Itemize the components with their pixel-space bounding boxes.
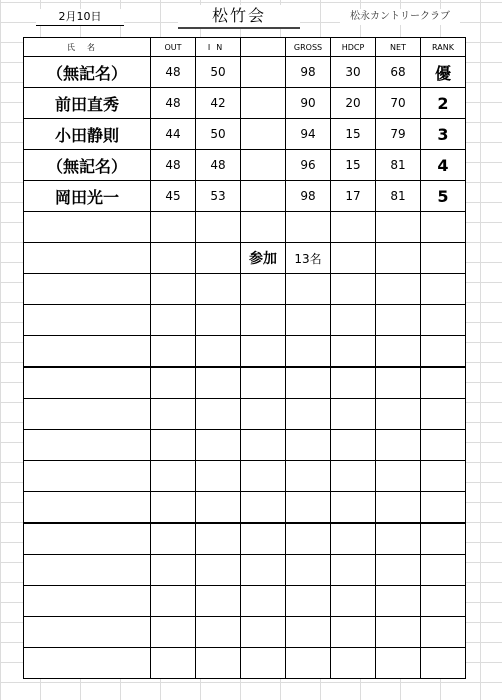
participation-row — [24, 243, 466, 274]
results-table — [23, 37, 466, 679]
empty-cell — [331, 617, 376, 648]
empty-cell — [286, 492, 331, 524]
empty-cell — [421, 617, 466, 648]
empty-cell — [151, 523, 196, 555]
empty-cell — [376, 555, 421, 586]
empty-cell — [376, 336, 421, 368]
empty-row — [24, 523, 466, 555]
empty-cell — [24, 617, 151, 648]
empty-cell — [196, 461, 241, 492]
hdcp-value: 20 — [331, 88, 376, 119]
empty-cell — [196, 399, 241, 430]
result-row — [24, 119, 466, 150]
empty-cell — [286, 617, 331, 648]
empty-cell — [331, 336, 376, 368]
empty-cell — [241, 617, 286, 648]
empty-row — [24, 212, 466, 243]
empty-cell — [331, 305, 376, 336]
empty-cell — [24, 336, 151, 368]
empty-cell — [241, 212, 286, 243]
result-row — [24, 181, 466, 212]
in-score: 50 — [196, 57, 241, 88]
empty-cell — [376, 492, 421, 524]
empty-cell — [421, 305, 466, 336]
empty-cell — [24, 305, 151, 336]
empty-cell — [286, 648, 331, 679]
empty-cell — [286, 586, 331, 617]
col-hdcp: HDCP — [331, 38, 376, 57]
participation-label: 参加 — [241, 243, 286, 274]
player-name: 小田静則 — [24, 119, 151, 150]
empty-cell — [241, 523, 286, 555]
empty-cell — [196, 274, 241, 305]
empty-cell — [376, 523, 421, 555]
in-score: 42 — [196, 88, 241, 119]
empty-row — [24, 586, 466, 617]
empty-cell — [24, 367, 151, 399]
net-score: 81 — [376, 150, 421, 181]
empty-row — [24, 336, 466, 368]
net-score: 81 — [376, 181, 421, 212]
empty-cell — [331, 492, 376, 524]
empty-cell — [421, 212, 466, 243]
empty-cell — [331, 274, 376, 305]
empty-cell — [241, 274, 286, 305]
empty-cell — [24, 430, 151, 461]
empty-cell — [286, 367, 331, 399]
hdcp-value: 15 — [331, 119, 376, 150]
in-score: 50 — [196, 119, 241, 150]
player-name: （無記名） — [24, 57, 151, 88]
col-gross: GROSS — [286, 38, 331, 57]
empty-cell — [196, 305, 241, 336]
empty-cell — [241, 648, 286, 679]
rank-value: 4 — [421, 150, 466, 181]
col-name: 氏名 — [24, 38, 151, 57]
empty-cell — [196, 367, 241, 399]
empty-cell — [24, 399, 151, 430]
empty-cell — [151, 461, 196, 492]
player-name: （無記名） — [24, 150, 151, 181]
blank-cell — [241, 119, 286, 150]
empty-cell — [241, 586, 286, 617]
empty-cell — [376, 305, 421, 336]
empty-cell — [421, 461, 466, 492]
empty-cell — [196, 243, 241, 274]
empty-cell — [421, 399, 466, 430]
out-score: 48 — [151, 88, 196, 119]
gross-score: 98 — [286, 181, 331, 212]
header-row — [24, 38, 466, 57]
empty-cell — [151, 586, 196, 617]
empty-cell — [151, 212, 196, 243]
gross-score: 94 — [286, 119, 331, 150]
blank-cell — [241, 88, 286, 119]
col-rank: RANK — [421, 38, 466, 57]
empty-cell — [24, 212, 151, 243]
empty-cell — [241, 399, 286, 430]
sheet-header — [0, 0, 502, 36]
empty-cell — [151, 336, 196, 368]
empty-cell — [331, 523, 376, 555]
empty-row — [24, 305, 466, 336]
empty-cell — [196, 336, 241, 368]
empty-cell — [24, 274, 151, 305]
empty-cell — [421, 274, 466, 305]
out-score: 44 — [151, 119, 196, 150]
out-score: 48 — [151, 57, 196, 88]
empty-cell — [376, 243, 421, 274]
empty-cell — [196, 586, 241, 617]
empty-cell — [331, 243, 376, 274]
empty-cell — [196, 648, 241, 679]
empty-cell — [24, 523, 151, 555]
hdcp-value: 15 — [331, 150, 376, 181]
empty-cell — [376, 648, 421, 679]
empty-row — [24, 367, 466, 399]
empty-cell — [376, 617, 421, 648]
empty-cell — [376, 212, 421, 243]
empty-cell — [286, 212, 331, 243]
empty-cell — [241, 336, 286, 368]
empty-cell — [376, 274, 421, 305]
empty-cell — [241, 430, 286, 461]
result-row — [24, 150, 466, 181]
empty-cell — [24, 555, 151, 586]
empty-cell — [286, 523, 331, 555]
empty-cell — [286, 336, 331, 368]
rank-value: 優 — [421, 57, 466, 88]
hdcp-value: 30 — [331, 57, 376, 88]
empty-cell — [421, 367, 466, 399]
result-row — [24, 57, 466, 88]
empty-cell — [331, 430, 376, 461]
empty-cell — [151, 243, 196, 274]
empty-cell — [376, 430, 421, 461]
empty-cell — [331, 212, 376, 243]
empty-cell — [376, 367, 421, 399]
empty-cell — [286, 461, 331, 492]
empty-cell — [196, 212, 241, 243]
empty-cell — [151, 399, 196, 430]
blank-cell — [241, 57, 286, 88]
empty-cell — [151, 305, 196, 336]
empty-cell — [241, 305, 286, 336]
player-name: 岡田光一 — [24, 181, 151, 212]
gross-score: 90 — [286, 88, 331, 119]
empty-cell — [331, 367, 376, 399]
empty-cell — [286, 399, 331, 430]
blank-cell — [241, 150, 286, 181]
net-score: 79 — [376, 119, 421, 150]
empty-row — [24, 461, 466, 492]
empty-cell — [421, 523, 466, 555]
empty-cell — [151, 492, 196, 524]
col-out: OUT — [151, 38, 196, 57]
empty-cell — [241, 367, 286, 399]
event-date: 2月10日 — [36, 9, 124, 26]
empty-cell — [421, 430, 466, 461]
col-blank — [241, 38, 286, 57]
empty-cell — [331, 648, 376, 679]
empty-cell — [331, 555, 376, 586]
empty-cell — [151, 648, 196, 679]
gross-score: 98 — [286, 57, 331, 88]
empty-cell — [331, 586, 376, 617]
empty-cell — [151, 430, 196, 461]
gross-score: 96 — [286, 150, 331, 181]
net-score: 70 — [376, 88, 421, 119]
in-score: 48 — [196, 150, 241, 181]
net-score: 68 — [376, 57, 421, 88]
empty-row — [24, 399, 466, 430]
out-score: 48 — [151, 150, 196, 181]
empty-cell — [151, 617, 196, 648]
empty-cell — [421, 492, 466, 524]
empty-cell — [196, 523, 241, 555]
result-row — [24, 88, 466, 119]
empty-cell — [421, 336, 466, 368]
empty-cell — [421, 555, 466, 586]
blank-cell — [241, 181, 286, 212]
empty-row — [24, 555, 466, 586]
empty-cell — [151, 555, 196, 586]
rank-value: 5 — [421, 181, 466, 212]
venue-name: 松永カントリークラブ — [340, 9, 460, 25]
col-in: IN — [196, 38, 241, 57]
col-net: NET — [376, 38, 421, 57]
hdcp-value: 17 — [331, 181, 376, 212]
empty-cell — [24, 492, 151, 524]
empty-cell — [331, 399, 376, 430]
empty-cell — [196, 555, 241, 586]
empty-cell — [286, 430, 331, 461]
empty-cell — [24, 648, 151, 679]
empty-cell — [286, 555, 331, 586]
empty-cell — [286, 305, 331, 336]
rank-value: 2 — [421, 88, 466, 119]
empty-cell — [421, 648, 466, 679]
empty-cell — [376, 461, 421, 492]
empty-cell — [24, 461, 151, 492]
empty-cell — [376, 399, 421, 430]
empty-cell — [241, 555, 286, 586]
empty-cell — [286, 274, 331, 305]
empty-row — [24, 617, 466, 648]
empty-cell — [24, 586, 151, 617]
empty-cell — [151, 274, 196, 305]
participation-count: 13名 — [286, 243, 331, 274]
in-score: 53 — [196, 181, 241, 212]
event-title: 松竹会 — [178, 5, 300, 29]
empty-row — [24, 492, 466, 524]
empty-cell — [196, 492, 241, 524]
empty-cell — [24, 243, 151, 274]
empty-row — [24, 430, 466, 461]
empty-cell — [196, 617, 241, 648]
out-score: 45 — [151, 181, 196, 212]
empty-cell — [241, 461, 286, 492]
empty-cell — [331, 461, 376, 492]
empty-cell — [421, 243, 466, 274]
empty-cell — [151, 367, 196, 399]
rank-value: 3 — [421, 119, 466, 150]
empty-cell — [421, 586, 466, 617]
empty-cell — [196, 430, 241, 461]
empty-row — [24, 648, 466, 679]
player-name: 前田直秀 — [24, 88, 151, 119]
empty-row — [24, 274, 466, 305]
empty-cell — [241, 492, 286, 524]
empty-cell — [376, 586, 421, 617]
